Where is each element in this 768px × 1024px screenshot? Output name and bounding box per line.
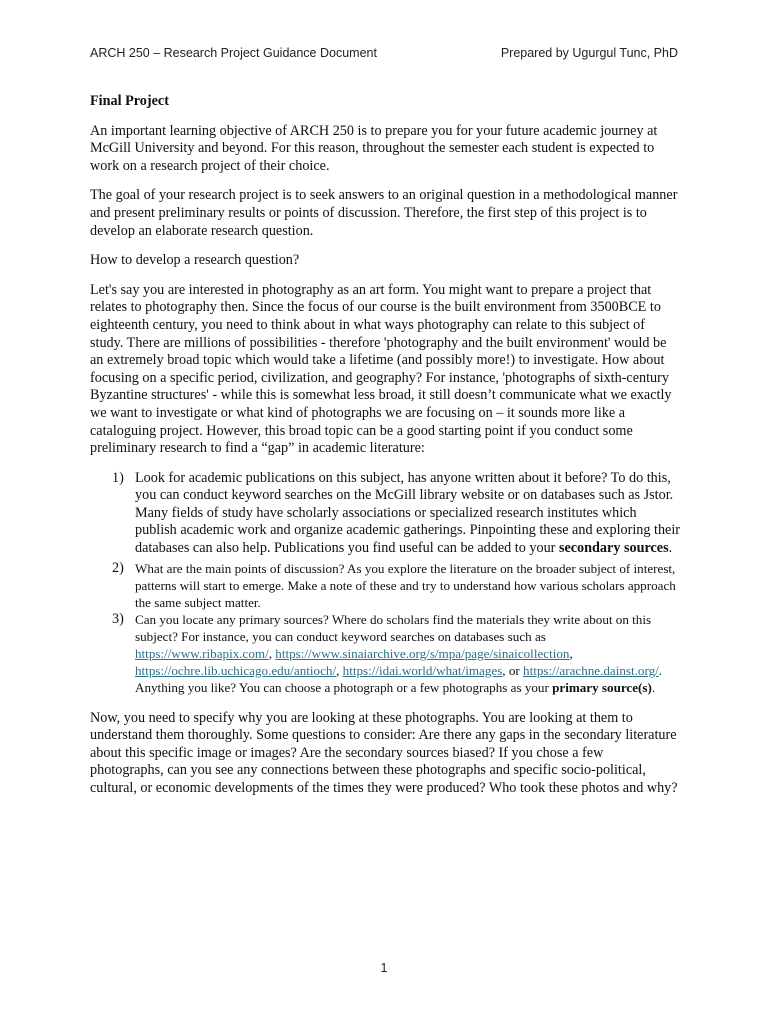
section-title: Final Project <box>90 93 169 109</box>
link-arachne[interactable]: https://arachne.dainst.org/ <box>523 662 659 678</box>
document-body <box>90 93 680 810</box>
header-author: Prepared by Ugurgul Tunc, PhD <box>500 46 678 60</box>
primary-sources-term: primary source(s) <box>552 679 652 695</box>
research-steps-list <box>90 470 680 696</box>
link-idai-images[interactable]: https://idai.world/what/images <box>342 662 503 678</box>
list-item-tail: . <box>668 540 673 557</box>
list-item-text-continued: . Anything you like? You can choose a photograph or a few photographs as your <box>135 662 663 695</box>
list-number: 2) <box>112 559 124 576</box>
paragraph-question-heading: How to develop a research question? <box>90 252 300 269</box>
paragraph-objective: An important learning objective of ARCH 250 is to prepare you for your future academic journey at McGill University and beyond. For this reason, throughout the semester each student is expected to work on a research project of their choice. <box>90 122 658 174</box>
page-number: 1 <box>380 961 388 975</box>
link-separator: , <box>569 645 573 661</box>
link-ribapix[interactable]: https://www.ribapix.com/ <box>135 645 269 661</box>
list-item-tail: . <box>651 679 656 695</box>
list-item-text: What are the main points of discussion? As you explore the literature on the broader subject of interest, patterns will start to emerge. Make a note of these and try to understand how various scholars approach the same subject matter. <box>135 560 676 610</box>
secondary-sources-term: secondary sources <box>558 540 669 557</box>
list-number: 3) <box>112 610 124 627</box>
list-item <box>112 559 680 611</box>
page-header <box>90 46 678 60</box>
list-item-text: Look for academic publications on this subject, has anyone written about it before? To do this, you can conduct keyword searches on the McGill library website or on databases such as Jstor. Many fields of study have scholarly associations or specialized research institutes which publish academic work and organize academic gatherings. Pinpointing these and exploring their databases can also help. Publications you find useful can be added to your <box>135 469 681 557</box>
link-separator: , <box>268 645 276 661</box>
link-sinai-archive[interactable]: https://www.sinaiarchive.org/s/mpa/page/sinaicollection <box>275 645 570 661</box>
list-number: 1) <box>112 469 124 486</box>
list-item-text: Can you locate any primary sources? Where do scholars find the materials they write about on this subject? For instance, you can conduct keyword searches on databases such as <box>135 611 652 644</box>
link-separator: , <box>336 662 343 678</box>
paragraph-photography-example: Let's say you are interested in photography as an art form. You might want to prepare a project that relates to photography then. Since the focus of our course is the built environment from 3500BCE to eighteenth century, you need to think about in what ways photography can relate to this subject of study. There are millions of possibilities - therefore 'photography and the built environment' would be an extremely broad topic which would take a lifetime (and possibly more!) to investigate. How about focusing on a specific period, civilization, and geography? For instance, 'photographs of sixth-century Byzantine structures' - while this is somewhat less broad, it still doesn’t communicate what we exactly we want to investigate or what kind of photographs we are focusing on – it sounds more like a cataloguing project. However, this broad topic can be a good starting point if you conduct some preliminary research to find a “gap” in academic literature: <box>90 281 672 457</box>
paragraph-goal: The goal of your research project is to seek answers to an original question in a methodological manner and present preliminary results or points of discussion. Therefore, the first step of this project is to develop an elaborate research question. <box>90 187 678 239</box>
link-separator: , or <box>502 662 524 678</box>
link-ochre-antioch[interactable]: https://ochre.lib.uchicago.edu/antioch/ <box>135 662 337 678</box>
paragraph-why-photographs: Now, you need to specify why you are looking at these photographs. You are looking at them to understand them thoroughly. Some questions to consider: Are there any gaps in the secondary literature about this specific image or images? Are the secondary sources biased? If you chose a few photographs, can you see any connections between these photographs and specific socio-political, cultural, or economic developments of the times they were produced? Who took these photos and why? <box>90 709 678 797</box>
header-course-title: ARCH 250 – Research Project Guidance Document <box>90 46 377 60</box>
list-item <box>112 610 680 696</box>
list-item <box>112 469 681 558</box>
